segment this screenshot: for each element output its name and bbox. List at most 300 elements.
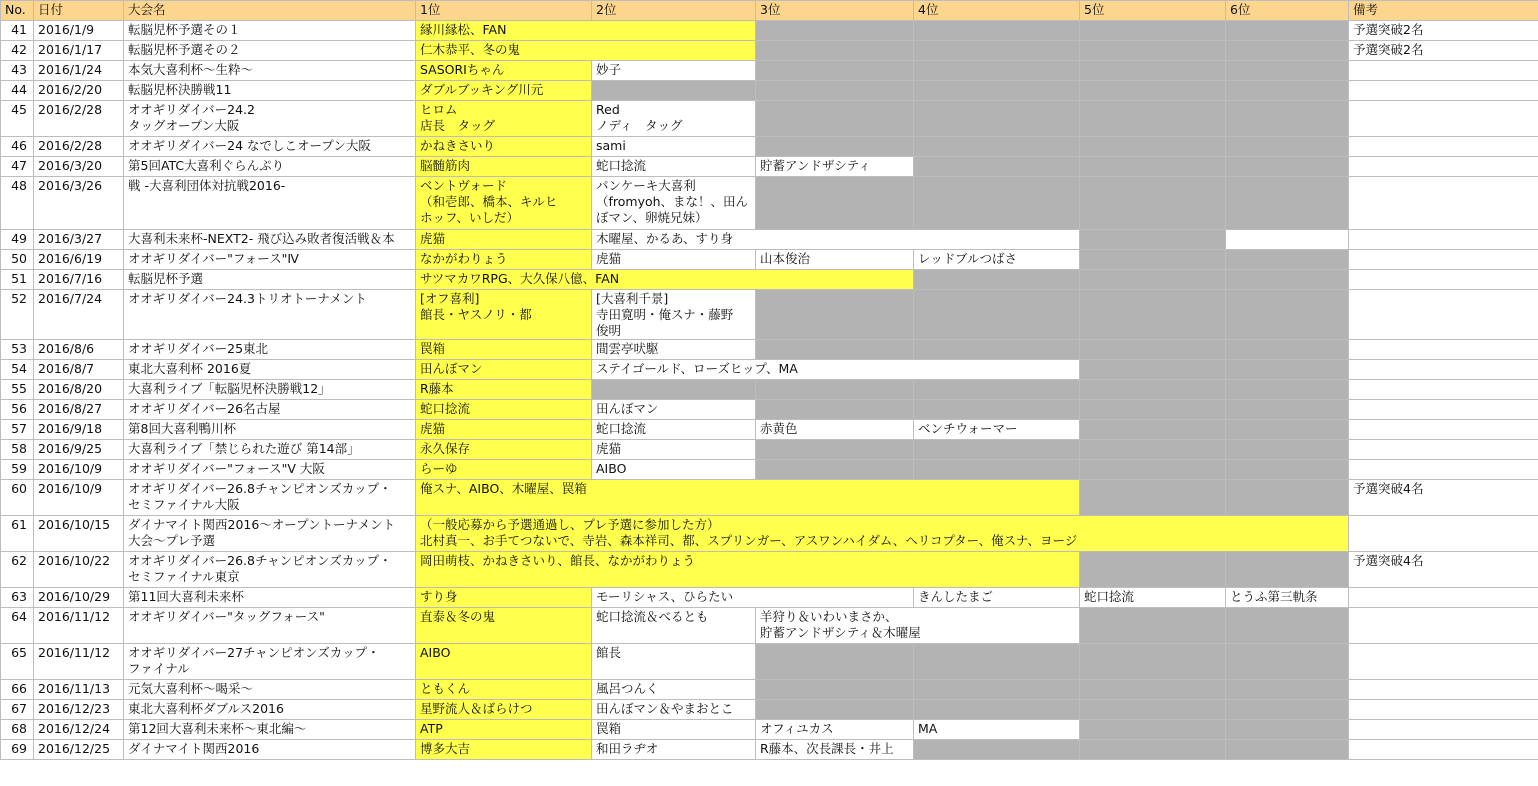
cell-p6[interactable] <box>1226 61 1349 81</box>
cell-p4[interactable] <box>914 740 1080 760</box>
cell-p6[interactable] <box>1226 137 1349 157</box>
cell-p6[interactable]: とうふ第三軌条 <box>1226 588 1349 608</box>
cell-no[interactable]: 68 <box>1 720 34 740</box>
cell-p2[interactable]: 風呂つんく <box>592 680 756 700</box>
cell-p1[interactable]: ダブルブッキング川元 <box>416 81 592 101</box>
cell-p1[interactable]: 永久保存 <box>416 440 592 460</box>
cell-p4[interactable] <box>914 157 1080 177</box>
table-row <box>1 21 1538 41</box>
cell-no[interactable]: 67 <box>1 700 34 720</box>
cell-p6[interactable] <box>1226 608 1349 644</box>
cell-p5[interactable] <box>1080 740 1226 760</box>
col-header-date[interactable]: 日付 <box>34 1 124 21</box>
cell-note[interactable] <box>1349 157 1538 177</box>
cell-date[interactable]: 2016/8/7 <box>34 360 124 380</box>
cell-note[interactable]: 予選突破4名 <box>1349 480 1538 516</box>
cell-note[interactable] <box>1349 137 1538 157</box>
cell-no[interactable]: 43 <box>1 61 34 81</box>
cell-no[interactable]: 62 <box>1 552 34 588</box>
table-row <box>1 290 1538 340</box>
cell-name[interactable]: オオギリダイバー"タッグフォース" <box>124 608 416 644</box>
cell-p5[interactable] <box>1080 101 1226 137</box>
cell-date[interactable]: 2016/11/12 <box>34 608 124 644</box>
cell-p1[interactable]: 仁木恭平、冬の鬼 <box>416 41 756 61</box>
table-row <box>1 340 1538 360</box>
cell-name[interactable]: オオギリダイバー25東北 <box>124 340 416 360</box>
cell-p4[interactable] <box>914 270 1080 290</box>
cell-p1[interactable]: らーゆ <box>416 460 592 480</box>
table-row <box>1 270 1538 290</box>
table-row <box>1 420 1538 440</box>
cell-name[interactable]: 東北大喜利杯ダブルス2016 <box>124 700 416 720</box>
cell-date[interactable]: 2016/10/22 <box>34 552 124 588</box>
cell-name[interactable]: 第11回大喜利未来杯 <box>124 588 416 608</box>
table-row <box>1 250 1538 270</box>
cell-p5[interactable] <box>1080 380 1226 400</box>
cell-p4[interactable] <box>914 41 1080 61</box>
cell-p4[interactable]: きんしたまご <box>914 588 1080 608</box>
cell-p2[interactable] <box>592 81 756 101</box>
cell-no[interactable]: 44 <box>1 81 34 101</box>
cell-p1[interactable]: すり身 <box>416 588 592 608</box>
cell-no[interactable]: 51 <box>1 270 34 290</box>
cell-date[interactable]: 2016/7/24 <box>34 290 124 340</box>
cell-p3[interactable] <box>756 137 914 157</box>
cell-p3[interactable] <box>756 81 914 101</box>
cell-p1[interactable]: 田んぼマン <box>416 360 592 380</box>
cell-p4[interactable] <box>914 680 1080 700</box>
cell-name[interactable]: 第12回大喜利未来杯～東北編～ <box>124 720 416 740</box>
cell-p2[interactable]: 和田ラヂオ <box>592 740 756 760</box>
cell-note[interactable] <box>1349 380 1538 400</box>
cell-p1[interactable]: 虎猫 <box>416 230 592 250</box>
cell-note[interactable] <box>1349 700 1538 720</box>
cell-p5[interactable] <box>1080 21 1226 41</box>
cell-p6[interactable] <box>1226 340 1349 360</box>
cell-name[interactable]: オオギリダイバー26名古屋 <box>124 400 416 420</box>
cell-date[interactable]: 2016/12/25 <box>34 740 124 760</box>
cell-p4[interactable] <box>914 101 1080 137</box>
cell-no[interactable]: 66 <box>1 680 34 700</box>
cell-no[interactable]: 41 <box>1 21 34 41</box>
cell-date[interactable]: 2016/2/28 <box>34 101 124 137</box>
cell-name[interactable]: 転脳児杯決勝戦11 <box>124 81 416 101</box>
cell-p6[interactable] <box>1226 740 1349 760</box>
cell-p6[interactable] <box>1226 41 1349 61</box>
cell-p3[interactable]: 羊狩り＆いわいまさか、 貯蓄アンドザシティ＆木曜屋 <box>756 608 1080 644</box>
cell-date[interactable]: 2016/9/18 <box>34 420 124 440</box>
cell-p6[interactable] <box>1226 290 1349 340</box>
cell-p4[interactable] <box>914 340 1080 360</box>
cell-p5[interactable] <box>1080 480 1226 516</box>
cell-p2[interactable] <box>592 380 756 400</box>
cell-name[interactable]: 大喜利ライブ「禁じられた遊び 第14部」 <box>124 440 416 460</box>
cell-note[interactable] <box>1349 101 1538 137</box>
cell-name[interactable]: 大喜利未来杯-NEXT2- 飛び込み敗者復活戦＆本 <box>124 230 416 250</box>
cell-date[interactable]: 2016/6/19 <box>34 250 124 270</box>
cell-note[interactable] <box>1349 720 1538 740</box>
cell-p4[interactable] <box>914 400 1080 420</box>
cell-p2[interactable]: sami <box>592 137 756 157</box>
cell-name[interactable]: 転脳児杯予選 <box>124 270 416 290</box>
cell-no[interactable]: 56 <box>1 400 34 420</box>
cell-p1[interactable]: 星野流人＆ばらけつ <box>416 700 592 720</box>
cell-p6[interactable] <box>1226 420 1349 440</box>
cell-p1[interactable]: 脳髄筋肉 <box>416 157 592 177</box>
cell-p5[interactable] <box>1080 420 1226 440</box>
cell-name[interactable]: 転脳児杯予選その２ <box>124 41 416 61</box>
table-row <box>1 480 1538 516</box>
table-row <box>1 81 1538 101</box>
cell-no[interactable]: 60 <box>1 480 34 516</box>
cell-date[interactable]: 2016/3/20 <box>34 157 124 177</box>
cell-p2[interactable]: 木曜屋、かるあ、すり身 <box>592 230 1080 250</box>
cell-p5[interactable] <box>1080 644 1226 680</box>
cell-no[interactable]: 47 <box>1 157 34 177</box>
cell-p6[interactable] <box>1226 360 1349 380</box>
cell-date[interactable]: 2016/3/26 <box>34 177 124 230</box>
cell-date[interactable]: 2016/11/13 <box>34 680 124 700</box>
cell-date[interactable]: 2016/1/17 <box>34 41 124 61</box>
cell-date[interactable]: 2016/11/12 <box>34 644 124 680</box>
cell-p3[interactable]: 山本俊治 <box>756 250 914 270</box>
cell-p6[interactable] <box>1226 380 1349 400</box>
cell-note[interactable] <box>1349 440 1538 460</box>
cell-p6[interactable] <box>1226 230 1349 250</box>
cell-p1[interactable]: ATP <box>416 720 592 740</box>
cell-name[interactable]: オオギリダイバー27チャンピオンズカップ・ ファイナル <box>124 644 416 680</box>
cell-p5[interactable] <box>1080 61 1226 81</box>
col-header-p4[interactable]: 4位 <box>914 1 1080 21</box>
table-row <box>1 41 1538 61</box>
cell-note[interactable] <box>1349 588 1538 608</box>
cell-p5[interactable] <box>1080 340 1226 360</box>
cell-name[interactable]: 東北大喜利杯 2016夏 <box>124 360 416 380</box>
cell-no[interactable]: 57 <box>1 420 34 440</box>
cell-p3[interactable] <box>756 101 914 137</box>
cell-no[interactable]: 46 <box>1 137 34 157</box>
cell-p3[interactable] <box>756 21 914 41</box>
cell-date[interactable]: 2016/2/20 <box>34 81 124 101</box>
cell-no[interactable]: 63 <box>1 588 34 608</box>
cell-p3[interactable] <box>756 460 914 480</box>
cell-p2[interactable]: 虎猫 <box>592 440 756 460</box>
cell-p1[interactable]: 博多大吉 <box>416 740 592 760</box>
cell-p5[interactable] <box>1080 250 1226 270</box>
cell-p5[interactable] <box>1080 720 1226 740</box>
cell-p2[interactable]: モーリシャス、ひらたい <box>592 588 914 608</box>
cell-note[interactable] <box>1349 400 1538 420</box>
cell-p6[interactable] <box>1226 157 1349 177</box>
cell-note[interactable] <box>1349 270 1538 290</box>
cell-p2[interactable]: AIBO <box>592 460 756 480</box>
cell-p1[interactable]: SASORIちゃん <box>416 61 592 81</box>
cell-p2[interactable]: 館長 <box>592 644 756 680</box>
cell-p6[interactable] <box>1226 81 1349 101</box>
cell-p6[interactable] <box>1226 400 1349 420</box>
cell-p6[interactable] <box>1226 700 1349 720</box>
cell-no[interactable]: 58 <box>1 440 34 460</box>
cell-p4[interactable] <box>914 137 1080 157</box>
cell-note[interactable] <box>1349 420 1538 440</box>
cell-date[interactable]: 2016/10/15 <box>34 516 124 552</box>
cell-date[interactable]: 2016/10/29 <box>34 588 124 608</box>
col-header-name[interactable]: 大会名 <box>124 1 416 21</box>
cell-p5[interactable] <box>1080 290 1226 340</box>
cell-p4[interactable]: MA <box>914 720 1080 740</box>
cell-name[interactable]: オオギリダイバー24.3トリオトーナメント <box>124 290 416 340</box>
col-header-no[interactable]: No. <box>1 1 34 21</box>
cell-no[interactable]: 54 <box>1 360 34 380</box>
cell-p6[interactable] <box>1226 644 1349 680</box>
cell-p1[interactable]: ともくん <box>416 680 592 700</box>
col-header-p6[interactable]: 6位 <box>1226 1 1349 21</box>
cell-p2[interactable]: 蛇口捻流 <box>592 157 756 177</box>
cell-p4[interactable] <box>914 81 1080 101</box>
cell-name[interactable]: オオギリダイバー24 なでしこオープン大阪 <box>124 137 416 157</box>
cell-p5[interactable] <box>1080 360 1226 380</box>
cell-date[interactable]: 2016/7/16 <box>34 270 124 290</box>
cell-note[interactable] <box>1349 360 1538 380</box>
cell-p2[interactable]: 妙子 <box>592 61 756 81</box>
cell-p2[interactable]: [大喜利千景] 寺田寛明・俺スナ・藤野 俊明 <box>592 290 756 340</box>
cell-note[interactable] <box>1349 250 1538 270</box>
cell-p2[interactable]: Red ノディ タッグ <box>592 101 756 137</box>
cell-name[interactable]: オオギリダイバー"フォース"Ⅳ <box>124 250 416 270</box>
cell-p1[interactable]: 罠箱 <box>416 340 592 360</box>
cell-p5[interactable] <box>1080 440 1226 460</box>
cell-p2[interactable]: 罠箱 <box>592 720 756 740</box>
cell-no[interactable]: 65 <box>1 644 34 680</box>
cell-p5[interactable] <box>1080 680 1226 700</box>
cell-p6[interactable] <box>1226 720 1349 740</box>
cell-p1[interactable]: AIBO <box>416 644 592 680</box>
cell-no[interactable]: 64 <box>1 608 34 644</box>
cell-note[interactable] <box>1349 81 1538 101</box>
cell-p2[interactable]: パンケーキ大喜利 （fromyoh、まな！、田ん ぼマン、卵焼兄妹） <box>592 177 756 230</box>
cell-date[interactable]: 2016/3/27 <box>34 230 124 250</box>
cell-no[interactable]: 50 <box>1 250 34 270</box>
cell-p3[interactable]: R藤本、次長課長・井上 <box>756 740 914 760</box>
cell-p3[interactable] <box>756 290 914 340</box>
cell-p5[interactable] <box>1080 608 1226 644</box>
cell-note[interactable] <box>1349 644 1538 680</box>
cell-note[interactable] <box>1349 177 1538 230</box>
cell-p2[interactable]: 蛇口捻流＆べるとも <box>592 608 756 644</box>
cell-note[interactable] <box>1349 608 1538 644</box>
cell-date[interactable]: 2016/10/9 <box>34 480 124 516</box>
cell-no[interactable]: 49 <box>1 230 34 250</box>
cell-note[interactable] <box>1349 340 1538 360</box>
cell-p3[interactable] <box>756 400 914 420</box>
cell-no[interactable]: 69 <box>1 740 34 760</box>
cell-p1[interactable]: R藤本 <box>416 380 592 400</box>
cell-p4[interactable] <box>914 21 1080 41</box>
cell-p1[interactable]: 岡田萌枝、かねきさいり、館長、なかがわりょう <box>416 552 1080 588</box>
cell-p5[interactable] <box>1080 700 1226 720</box>
cell-no[interactable]: 59 <box>1 460 34 480</box>
cell-date[interactable]: 2016/10/9 <box>34 460 124 480</box>
cell-note[interactable] <box>1349 516 1538 552</box>
cell-p2[interactable]: 虎猫 <box>592 250 756 270</box>
cell-p1[interactable]: 直泰＆冬の鬼 <box>416 608 592 644</box>
cell-no[interactable]: 42 <box>1 41 34 61</box>
cell-date[interactable]: 2016/2/28 <box>34 137 124 157</box>
cell-name[interactable]: ダイナマイト関西2016～オープントーナメント 大会～プレ予選 <box>124 516 416 552</box>
cell-p3[interactable] <box>756 440 914 460</box>
cell-p1[interactable]: 俺スナ、AIBO、木曜屋、罠箱 <box>416 480 1080 516</box>
cell-no[interactable]: 45 <box>1 101 34 137</box>
cell-p6[interactable] <box>1226 480 1349 516</box>
cell-p6[interactable] <box>1226 177 1349 230</box>
cell-p2[interactable]: 蛇口捻流 <box>592 420 756 440</box>
table-row <box>1 380 1538 400</box>
cell-no[interactable]: 55 <box>1 380 34 400</box>
table-row <box>1 360 1538 380</box>
cell-p3[interactable] <box>756 41 914 61</box>
cell-date[interactable]: 2016/12/23 <box>34 700 124 720</box>
cell-name[interactable]: 元気大喜利杯～喝采～ <box>124 680 416 700</box>
cell-p4[interactable] <box>914 460 1080 480</box>
cell-p1[interactable]: （一般応募から予選通過し、プレ予選に参加した方） 北村真一、お手てつないで、寺岩、森本祥司、都、スプリンガー、アスワンハイダム、ヘリコプター、俺スナ、ヨージ <box>416 516 1349 552</box>
table-row <box>1 552 1538 588</box>
cell-p5[interactable] <box>1080 270 1226 290</box>
cell-no[interactable]: 52 <box>1 290 34 340</box>
cell-p5[interactable] <box>1080 177 1226 230</box>
cell-no[interactable]: 48 <box>1 177 34 230</box>
cell-name[interactable]: 転脳児杯予選その１ <box>124 21 416 41</box>
cell-p6[interactable] <box>1226 440 1349 460</box>
cell-name[interactable]: 大喜利ライブ「転脳児杯決勝戦12」 <box>124 380 416 400</box>
cell-p3[interactable] <box>756 61 914 81</box>
cell-note[interactable] <box>1349 61 1538 81</box>
table-row <box>1 61 1538 81</box>
cell-p3[interactable]: 貯蓄アンドザシティ <box>756 157 914 177</box>
cell-p6[interactable] <box>1226 250 1349 270</box>
cell-p3[interactable] <box>756 700 914 720</box>
cell-p5[interactable] <box>1080 552 1226 588</box>
table-row <box>1 516 1538 552</box>
cell-p1[interactable]: かねきさいり <box>416 137 592 157</box>
cell-p4[interactable] <box>914 61 1080 81</box>
col-header-p2[interactable]: 2位 <box>592 1 756 21</box>
cell-p6[interactable] <box>1226 270 1349 290</box>
cell-p5[interactable] <box>1080 400 1226 420</box>
table-row <box>1 608 1538 644</box>
table-row <box>1 644 1538 680</box>
col-header-p1[interactable]: 1位 <box>416 1 592 21</box>
cell-note[interactable] <box>1349 680 1538 700</box>
cell-p3[interactable]: オフィユカス <box>756 720 914 740</box>
cell-p3[interactable] <box>756 680 914 700</box>
cell-p3[interactable] <box>756 177 914 230</box>
cell-p4[interactable] <box>914 700 1080 720</box>
cell-p4[interactable]: ベンチウォーマー <box>914 420 1080 440</box>
cell-p6[interactable] <box>1226 21 1349 41</box>
cell-note[interactable] <box>1349 460 1538 480</box>
cell-p4[interactable] <box>914 644 1080 680</box>
col-header-p5[interactable]: 5位 <box>1080 1 1226 21</box>
cell-date[interactable]: 2016/12/24 <box>34 720 124 740</box>
table-row <box>1 101 1538 137</box>
cell-name[interactable]: オオギリダイバー26.8チャンピオンズカップ・ セミファイナル東京 <box>124 552 416 588</box>
table-row <box>1 720 1538 740</box>
cell-note[interactable] <box>1349 740 1538 760</box>
col-header-p3[interactable]: 3位 <box>756 1 914 21</box>
cell-p3[interactable]: 赤黄色 <box>756 420 914 440</box>
cell-p4[interactable] <box>914 380 1080 400</box>
cell-name[interactable]: 第8回大喜利鴨川杯 <box>124 420 416 440</box>
cell-p4[interactable] <box>914 440 1080 460</box>
cell-name[interactable]: オオギリダイバー26.8チャンピオンズカップ・ セミファイナル大阪 <box>124 480 416 516</box>
cell-name[interactable]: オオギリダイバー"フォース"Ⅴ 大阪 <box>124 460 416 480</box>
cell-p2[interactable]: 田んぼマン <box>592 400 756 420</box>
cell-p6[interactable] <box>1226 680 1349 700</box>
cell-date[interactable]: 2016/8/20 <box>34 380 124 400</box>
cell-p6[interactable] <box>1226 460 1349 480</box>
cell-p1[interactable]: なかがわりょう <box>416 250 592 270</box>
cell-p1[interactable]: 虎猫 <box>416 420 592 440</box>
cell-no[interactable]: 53 <box>1 340 34 360</box>
cell-p2[interactable]: 田んぼマン＆やまおとこ <box>592 700 756 720</box>
cell-note[interactable]: 予選突破2名 <box>1349 21 1538 41</box>
cell-p4[interactable] <box>914 290 1080 340</box>
cell-date[interactable]: 2016/9/25 <box>34 440 124 460</box>
cell-no[interactable]: 61 <box>1 516 34 552</box>
cell-name[interactable]: 本気大喜利杯～生粋～ <box>124 61 416 81</box>
col-header-note[interactable]: 備考 <box>1349 1 1538 21</box>
cell-note[interactable] <box>1349 290 1538 340</box>
cell-p4[interactable] <box>914 177 1080 230</box>
cell-note[interactable]: 予選突破2名 <box>1349 41 1538 61</box>
cell-date[interactable]: 2016/1/24 <box>34 61 124 81</box>
cell-p5[interactable]: 蛇口捻流 <box>1080 588 1226 608</box>
cell-p5[interactable] <box>1080 81 1226 101</box>
cell-p5[interactable] <box>1080 41 1226 61</box>
cell-name[interactable]: 戦 -大喜利団体対抗戦2016- <box>124 177 416 230</box>
cell-note[interactable] <box>1349 230 1538 250</box>
cell-p1[interactable]: 縁川縁松、FAN <box>416 21 756 41</box>
cell-name[interactable]: 第5回ATC大喜利ぐらんぷり <box>124 157 416 177</box>
cell-note[interactable]: 予選突破4名 <box>1349 552 1538 588</box>
cell-p1[interactable]: ヒロム 店長 タッグ <box>416 101 592 137</box>
cell-p1[interactable]: 蛇口捻流 <box>416 400 592 420</box>
cell-p4[interactable]: レッドブルつばさ <box>914 250 1080 270</box>
cell-name[interactable]: ダイナマイト関西2016 <box>124 740 416 760</box>
cell-p2[interactable]: 間雲亭吠駆 <box>592 340 756 360</box>
cell-p3[interactable] <box>756 644 914 680</box>
cell-p6[interactable] <box>1226 552 1349 588</box>
cell-p1[interactable]: サツマカワRPG、大久保八億、FAN <box>416 270 914 290</box>
table-row <box>1 157 1538 177</box>
cell-p1[interactable]: [オフ喜利] 館長・ヤスノリ・都 <box>416 290 592 340</box>
cell-p3[interactable] <box>756 340 914 360</box>
table-row <box>1 700 1538 720</box>
cell-p5[interactable] <box>1080 230 1226 250</box>
cell-p6[interactable] <box>1226 101 1349 137</box>
cell-p1[interactable]: ベントヴォード （和壱郎、橋本、キルヒ ホッフ、いしだ） <box>416 177 592 230</box>
cell-date[interactable]: 2016/8/6 <box>34 340 124 360</box>
cell-date[interactable]: 2016/8/27 <box>34 400 124 420</box>
cell-p5[interactable] <box>1080 137 1226 157</box>
table-row <box>1 137 1538 157</box>
cell-p5[interactable] <box>1080 460 1226 480</box>
cell-p5[interactable] <box>1080 157 1226 177</box>
cell-p3[interactable] <box>756 380 914 400</box>
cell-date[interactable]: 2016/1/9 <box>34 21 124 41</box>
cell-p2[interactable]: ステイゴールド、ローズヒップ、MA <box>592 360 1080 380</box>
cell-name[interactable]: オオギリダイバー24.2 タッグオープン大阪 <box>124 101 416 137</box>
